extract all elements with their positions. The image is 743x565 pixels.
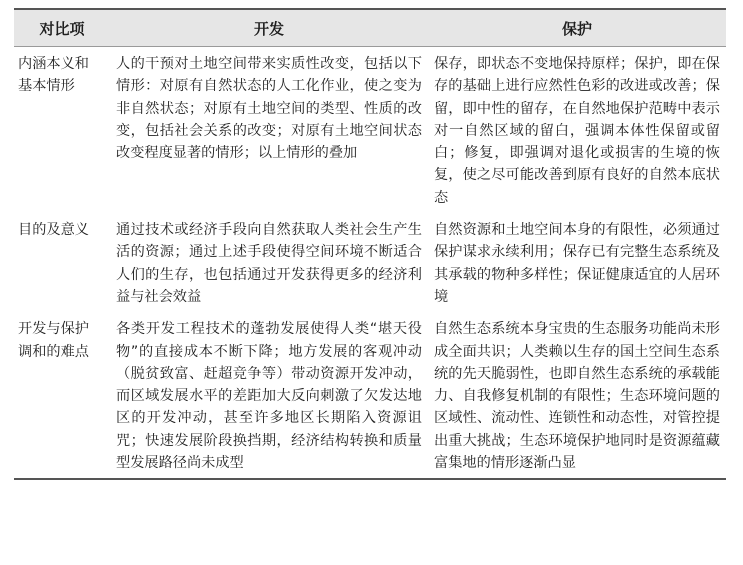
row-label: 开发与保护调和的难点 (14, 312, 110, 479)
protect-cell: 自然资源和土地空间本身的有限性，必须通过保护谋求永续利用；保存已有完整生态系统及其承载的物种多样性；保证健康适宜的人居环境 (434, 222, 720, 305)
header-protect: 保护 (428, 9, 726, 47)
header-develop: 开发 (110, 9, 428, 47)
develop-cell: 各类开发工程技术的蓬勃发展使得人类“堪天役物”的直接成本不断下降；地方发展的客观冲动（脱贫致富、赶超竞争等）带动资源开发冲动，而区域发展水平的差距加大反向刺激了欠发达地区的开发冲动，甚至许多地区长期陷入资源诅咒；快速发展阶段换挡期，经济结构转换和质量型发展路径尚未成型 (110, 312, 428, 479)
table-row-connotation (14, 47, 726, 214)
comparison-table-wrapper (14, 8, 726, 480)
header-item: 对比项 (14, 9, 110, 47)
table-row-purpose (14, 213, 726, 312)
row-label: 目的及意义 (18, 222, 89, 239)
header-row (14, 9, 726, 47)
row-label: 内涵本义和基本情形 (18, 56, 89, 95)
protect-cell: 自然生态系统本身宝贵的生态服务功能尚未形成全面共识；人类赖以生存的国土空间生态系统的先天脆弱性，也即自然生态系统的承载能力、自我修复机制的有限性；生态环境问题的区域性、流动性、连锁性和动态性，对管控提出重大挑战；生态环境保护地同时是资源蕴藏富集地的情形逐渐凸显 (428, 312, 726, 479)
protect-cell: 保存，即状态不变地保持原样；保护，即在保存的基础上进行应然性色彩的改进或改善；保留，即中性的留存，在自然地保护范畴中表示对一自然区域的留白，强调本体性保留或留白；修复，即强调对退化或损害的生境的恢复，使之尽可能改善到原有良好的自然本底状态 (434, 56, 720, 206)
comparison-table (14, 8, 726, 480)
table-row-difficulty (14, 312, 726, 479)
table-header (14, 9, 726, 47)
table-body (14, 47, 726, 480)
develop-cell: 通过技术或经济手段向自然获取人类社会生产生活的资源；通过上述手段使得空间环境不断适合人们的生存，也包括通过开发获得更多的经济利益与社会效益 (116, 222, 422, 305)
develop-cell: 人的干预对土地空间带来实质性改变，包括以下情形：对原有自然状态的人工化作业，使之变为非自然状态；对原有土地空间的类型、性质的改变，包括社会关系的改变；对原有土地空间状态改变程度显著的情形；以上情形的叠加 (116, 56, 422, 162)
